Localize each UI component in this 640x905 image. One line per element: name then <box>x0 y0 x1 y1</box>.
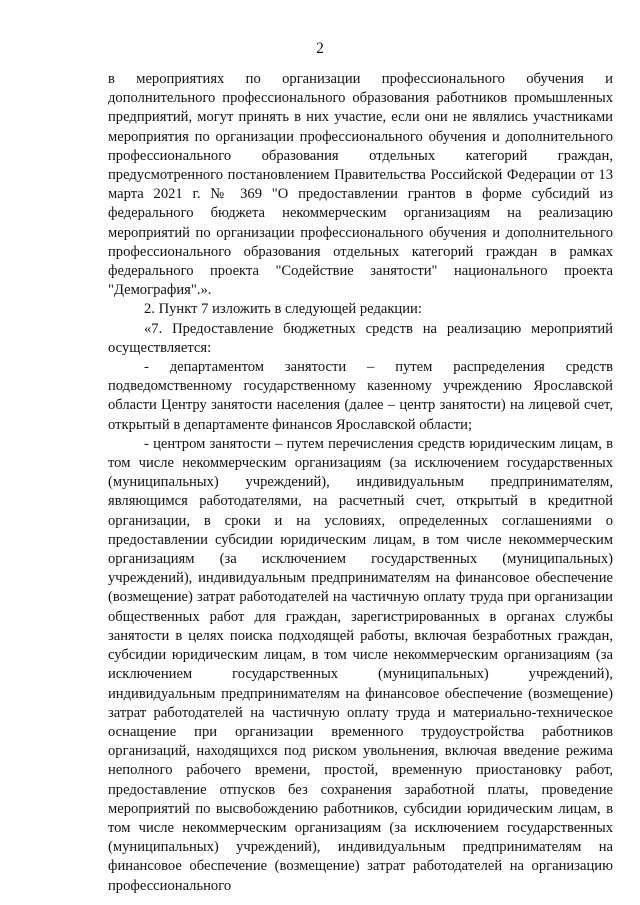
document-body <box>108 70 613 896</box>
paragraph-continuation: в мероприятиях по организации профессионального обучения и дополнительного профессионального образования работников промышленных предприятий, могут принять в них участие, если они не являлись участниками мероприятия по организации профессионального обучения и дополнительного профессионального образования отдельных категорий граждан, предусмотренного постановлением Правительства Российской Федерации от 13 марта 2021 г. № 369 "О предоставлении грантов в форме субсидий из федерального бюджета некоммерческим организациям на реализацию мероприятий по организации профессионального обучения и дополнительного профессионального образования отдельных категорий граждан в рамках федерального проекта "Содействие занятости" национального проекта "Демография".». <box>108 71 613 299</box>
paragraph-point-7: «7. Предоставление бюджетных средств на реализацию мероприятий осуществляется: <box>108 320 613 356</box>
page-number: 2 <box>316 40 324 57</box>
paragraph-center-bullet: - центром занятости – путем перечисления средств юридическим лицам, в том числе некоммерческим организациям (за исключением государственных (муниципальных) учреждений), индивидуальным предпринимателям, являющимся работодателями, на расчетный счет, открытый в кредитной организации, в сроки и на условиях, определенных соглашениями о предоставлении субсидии юридическим лицам, в том числе некоммерческим организациям (за исключением государственных (муниципальных) учреждений), индивидуальным предпринимателям на финансовое обеспечение (возмещение) затрат работодателей на частичную оплату труда при организации общественных работ для граждан, зарегистрированных в органах службы занятости в целях поиска подходящей работы, включая безработных граждан, субсидии юридическим лицам, в том числе некоммерческим организациям (за исключением государственных (муниципальных) учреждений), индивидуальным предпринимателям на финансовое обеспечение (возмещение) затрат работодателей на частичную оплату труда и материально-техническое оснащение при организации временного трудоустройства работников организаций, находящихся под риском увольнения, включая введение режима неполного рабочего времени, простой, временную приостановку работ, предоставление отпусков без сохранения заработной платы, проведение мероприятий по высвобождению работников, субсидии юридическим лицам, в том числе некоммерческим организациям (за исключением государственных (муниципальных) учреждений), индивидуальным предпринимателям на финансовое обеспечение (возмещение) затрат работодателей на организацию профессионального <box>108 435 613 894</box>
paragraph-department-bullet: - департаментом занятости – путем распределения средств подведомственному государственному казенному учреждению Ярославской области Центру занятости населения (далее – центр занятости) на лицевой счет, открытый в департаменте финансов Ярославской области; <box>108 359 613 433</box>
paragraph-item-2: 2. Пункт 7 изложить в следующей редакции: <box>144 301 422 318</box>
